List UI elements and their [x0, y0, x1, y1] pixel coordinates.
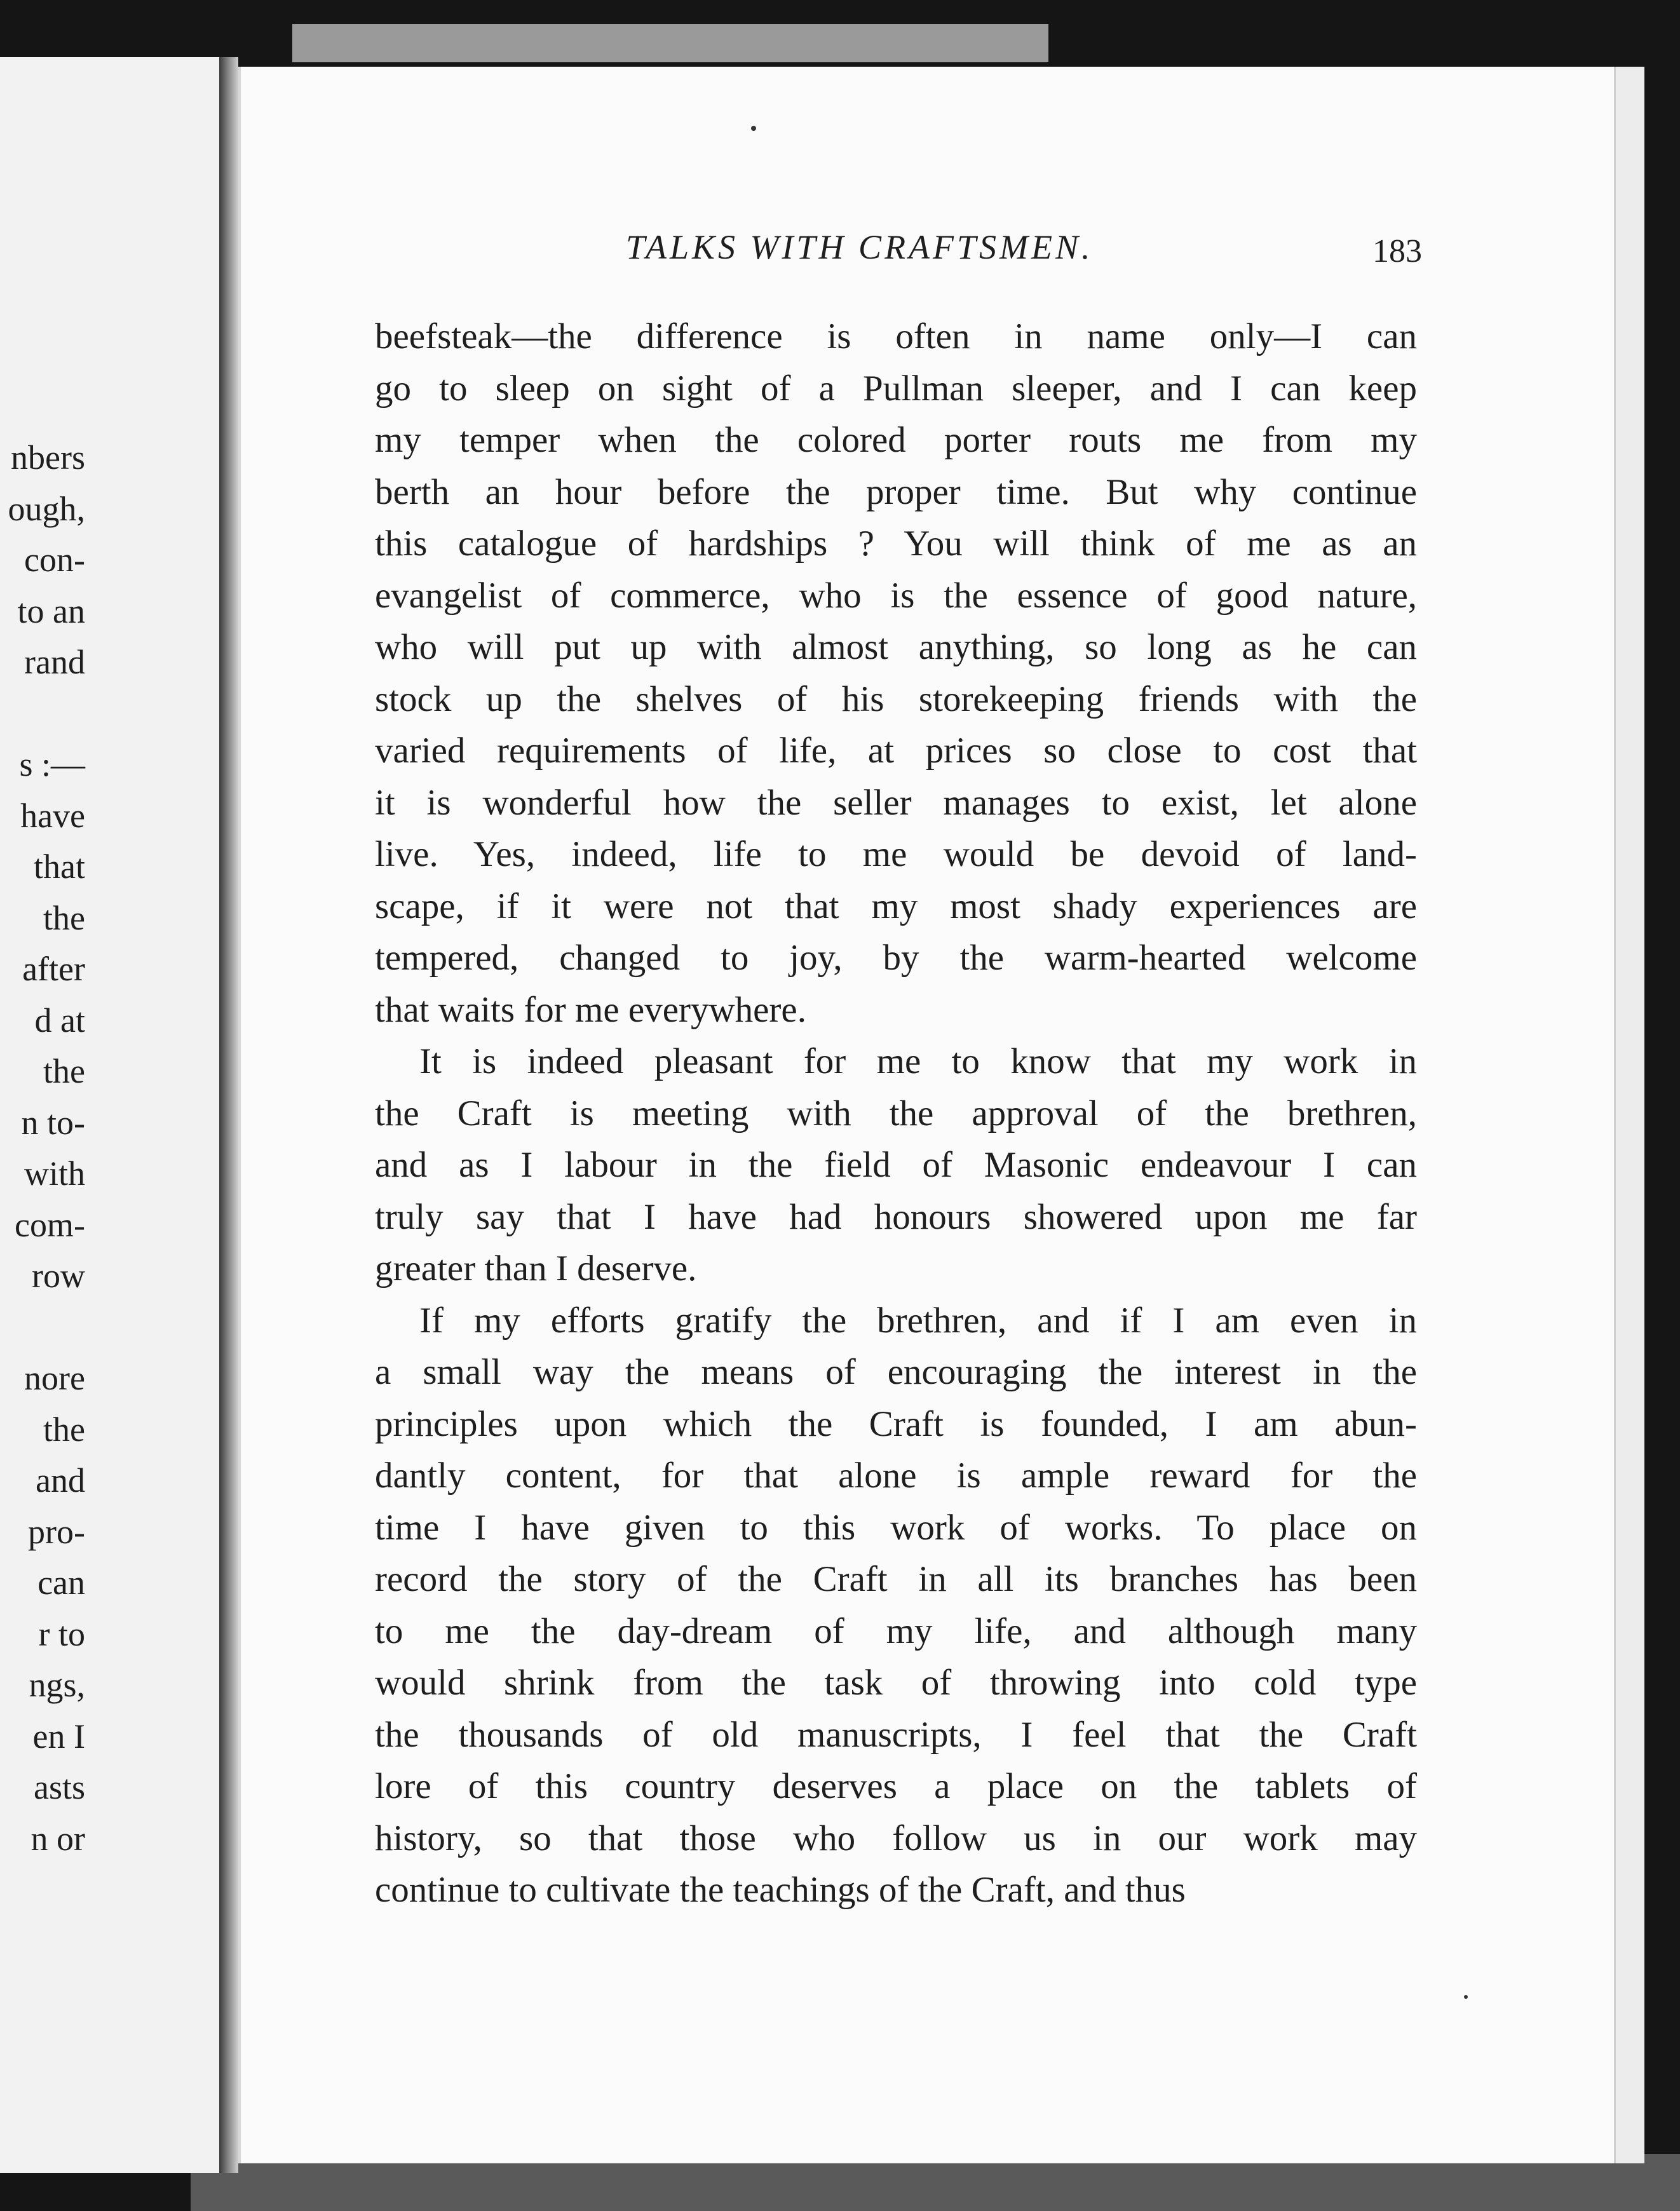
body-line: tempered, changed to joy, by the warm-hearted welcome [375, 938, 1417, 978]
left-page-fragment: to an [17, 592, 85, 630]
body-line: truly say that I have had honours showered upon me far [375, 1196, 1417, 1237]
left-page-fragment: n or [30, 1819, 85, 1858]
body-line: a small way the means of encouraging the interest in the [375, 1352, 1417, 1392]
left-page-fragment: the [43, 1410, 85, 1449]
left-page-fragment: that [34, 848, 85, 886]
running-title: TALKS WITH CRAFTSMEN. [626, 228, 1094, 266]
left-page-fragment: con- [24, 541, 85, 579]
left-page-fragment: rand [24, 643, 85, 681]
body-line: If my efforts gratify the brethren, and if I am even in [419, 1300, 1417, 1341]
body-line: live. Yes, indeed, life to me would be devoid of land- [375, 834, 1417, 874]
body-line: would shrink from the task of throwing into cold type [375, 1663, 1417, 1703]
body-line: history, so that those who follow us in our work may [375, 1818, 1417, 1858]
body-line: dantly content, for that alone is ample reward for the [375, 1456, 1417, 1496]
left-page-fragment: nore [24, 1359, 85, 1397]
body-line: stock up the shelves of his storekeeping friends with the [375, 679, 1417, 719]
body-line: record the story of the Craft in all its branches has been [375, 1559, 1417, 1599]
body-line: the Craft is meeting with the approval of the brethren, [375, 1093, 1417, 1133]
left-page-fragment: ngs, [29, 1666, 85, 1704]
body-line: beefsteak—the difference is often in name only—I can [375, 316, 1417, 356]
left-page-fragment: with [24, 1154, 85, 1193]
body-line: go to sleep on sight of a Pullman sleeper, and I can keep [375, 368, 1417, 409]
left-page-fragment: can [37, 1564, 85, 1602]
left-page-fragment: the [43, 898, 85, 937]
body-line: greater than I deserve. [375, 1248, 697, 1288]
body-line: the thousands of old manuscripts, I feel that the Craft [375, 1714, 1417, 1755]
body-line: and as I labour in the field of Masonic endeavour I can [375, 1145, 1417, 1185]
left-page-fragment: com- [15, 1205, 85, 1244]
dust-speck [1464, 1995, 1468, 1999]
left-page-fragment: n to- [21, 1103, 85, 1142]
left-page-fragment: asts [34, 1768, 85, 1806]
body-line: my temper when the colored porter routs me from my [375, 420, 1417, 460]
body-line: berth an hour before the proper time. But why continue [375, 471, 1417, 512]
left-page-fragment: the [43, 1052, 85, 1090]
body-line: continue to cultivate the teachings of the Craft, and thus [375, 1870, 1186, 1910]
left-page-fragment: and [36, 1461, 85, 1499]
body-line: varied requirements of life, at prices so close to cost that [375, 731, 1417, 771]
left-page-fragment: r to [38, 1614, 85, 1653]
left-page-fragment: row [32, 1257, 85, 1295]
body-line: that waits for me everywhere. [375, 989, 806, 1030]
left-page-fragment: nbers [11, 438, 85, 477]
body-line: scape, if it were not that my most shady experiences are [375, 886, 1417, 926]
left-page-fragment: ough, [8, 489, 85, 528]
dust-speck [751, 126, 756, 131]
body-line: it is wonderful how the seller manages to exist, let alone [375, 782, 1417, 823]
body-line: lore of this country deserves a place on the tablets of [375, 1766, 1417, 1806]
body-line: time I have given to this work of works. To place on [375, 1507, 1417, 1548]
page-edge [1614, 67, 1644, 2163]
body-line: this catalogue of hardships ? You will think of me as an [375, 524, 1417, 564]
body-line: who will put up with almost anything, so long as he can [375, 627, 1417, 667]
body-line: principles upon which the Craft is founded, I am abun- [375, 1403, 1417, 1444]
left-page-fragment: s :— [19, 745, 85, 783]
left-page-fragment: after [22, 950, 85, 988]
body-line: evangelist of commerce, who is the essence of good nature, [375, 575, 1417, 616]
body-line: It is indeed pleasant for me to know that my work in [419, 1041, 1417, 1081]
page-number: 183 [1372, 233, 1422, 269]
left-page-fragment: en I [32, 1717, 85, 1755]
left-page-fragment: d at [34, 1001, 85, 1039]
book-spine [219, 57, 238, 2173]
body-line: to me the day-dream of my life, and although many [375, 1611, 1417, 1651]
left-page-fragment: have [20, 796, 85, 835]
left-page-fragment: pro- [28, 1512, 85, 1551]
scanner-top-edge [292, 24, 1048, 62]
